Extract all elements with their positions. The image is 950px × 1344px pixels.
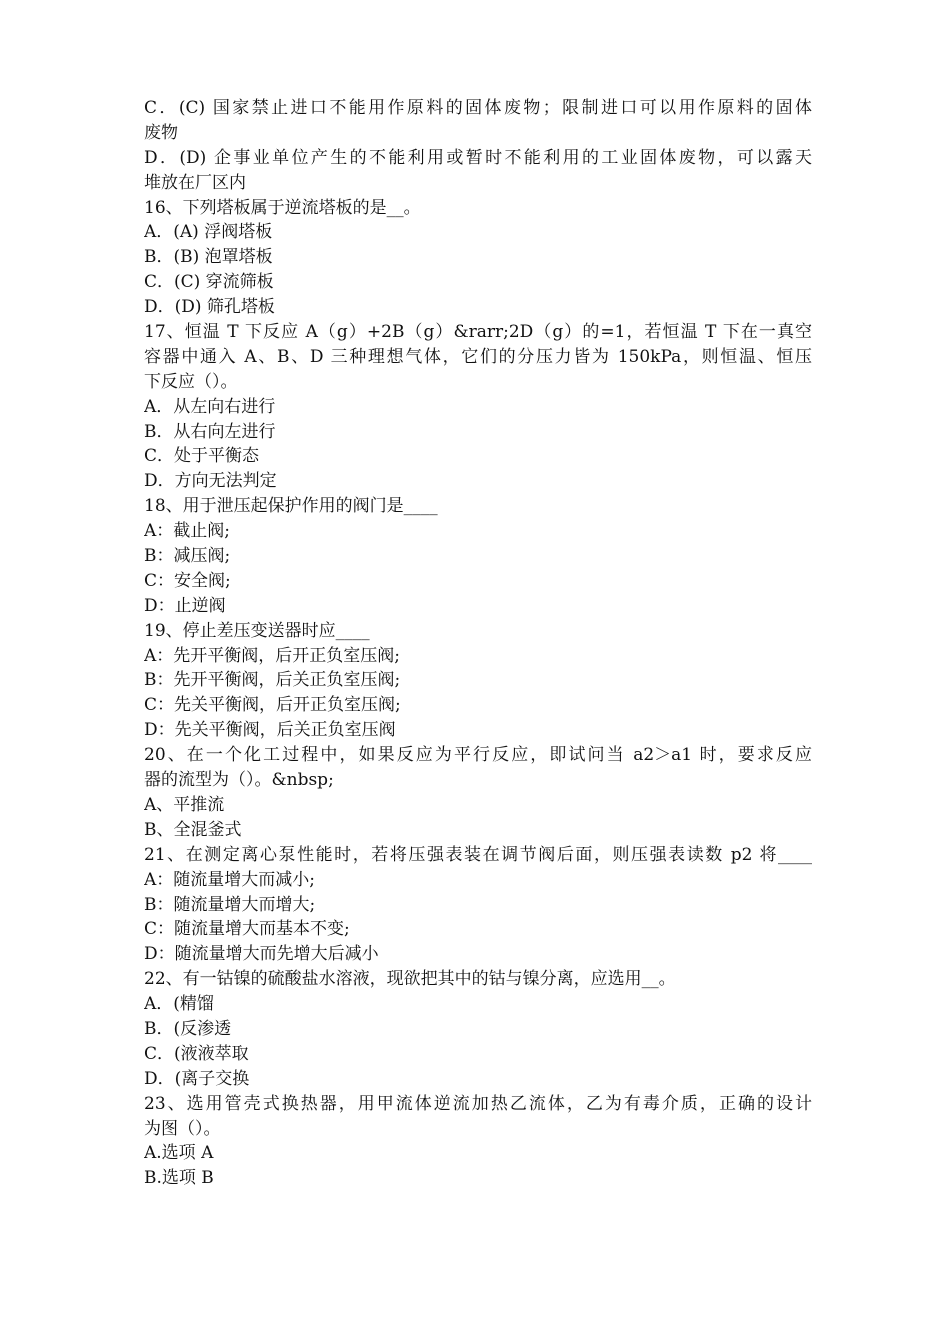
option-line: D．方向无法判定: [144, 471, 277, 492]
option-line: D：随流量增大而先增大后减小: [144, 944, 379, 965]
text-line: 容器中通入 A、B、D 三种理想气体，它们的分压力皆为 150kPa，则恒温、恒压: [144, 346, 812, 367]
question-16: 16、下列塔板属于逆流塔板的是__。: [144, 197, 421, 218]
option-line: B：先开平衡阀，后关正负室压阀;: [144, 670, 401, 691]
option-line: C：先关平衡阀，后开正负室压阀;: [144, 695, 401, 716]
document-body: [144, 96, 812, 1191]
option-line: B：随流量增大而增大;: [144, 894, 316, 915]
option-line: A．从左向右进行: [144, 396, 276, 417]
option-line: B：减压阀;: [144, 546, 231, 567]
option-line: A．(精馏: [144, 994, 214, 1015]
option-line: C．处于平衡态: [144, 446, 260, 467]
question-17: 17、恒温 T 下反应 A（g）+2B（g）&rarr;2D（g）的=1，若恒温 T 下在一真空: [144, 322, 812, 343]
text-line: 下反应（）。: [144, 371, 238, 392]
text-line: D．(D) 企事业单位产生的不能利用或暂时不能利用的工业固体废物，可以露天: [144, 147, 812, 168]
question-22: 22、有一钴镍的硫酸盐水溶液，现欲把其中的钴与镍分离，应选用__。: [144, 969, 676, 990]
option-line: C：安全阀;: [144, 570, 231, 591]
option-line: B．(反渗透: [144, 1018, 232, 1039]
text-line: 器的流型为（）。&nbsp;: [144, 770, 334, 791]
option-line: A：先开平衡阀，后开正负室压阀;: [144, 645, 401, 666]
text-line: 废物: [144, 122, 178, 143]
option-line: D．(D) 筛孔塔板: [144, 297, 275, 318]
question-20: 20、在一个化工过程中，如果反应为平行反应，即试问当 a2＞a1 时，要求反应: [144, 745, 812, 766]
question-18: 18、用于泄压起保护作用的阀门是____: [144, 496, 438, 517]
option-line: C：随流量增大而基本不变;: [144, 919, 350, 940]
option-line: A：截止阀;: [144, 521, 231, 542]
text-line: 为图（）。: [144, 1118, 221, 1139]
option-line: B、全混釜式: [144, 819, 242, 840]
option-line: A.选项 A: [144, 1143, 214, 1164]
option-line: A、平推流: [144, 794, 225, 815]
question-19: 19、停止差压变送器时应____: [144, 620, 370, 641]
text-line: 堆放在厂区内: [144, 172, 246, 193]
option-line: A：随流量增大而减小;: [144, 869, 316, 890]
option-line: B.选项 B: [144, 1168, 214, 1189]
question-21: 21、在测定离心泵性能时，若将压强表装在调节阀后面，则压强表读数 p2 将____: [144, 844, 812, 865]
option-line: A．(A) 浮阀塔板: [144, 222, 273, 243]
option-line: B．(B) 泡罩塔板: [144, 247, 273, 268]
option-line: D：止逆阀: [144, 595, 226, 616]
option-line: C．(液液萃取: [144, 1043, 249, 1064]
option-line: D：先关平衡阀，后关正负室压阀: [144, 720, 396, 741]
option-line: D．(离子交换: [144, 1068, 250, 1089]
option-line: C．(C) 穿流筛板: [144, 272, 274, 293]
option-line: B．从右向左进行: [144, 421, 276, 442]
text-line: C．(C) 国家禁止进口不能用作原料的固体废物；限制进口可以用作原料的固体: [144, 98, 812, 118]
question-23: 23、选用管壳式换热器，用甲流体逆流加热乙流体，乙为有毒介质，正确的设计: [144, 1093, 812, 1114]
